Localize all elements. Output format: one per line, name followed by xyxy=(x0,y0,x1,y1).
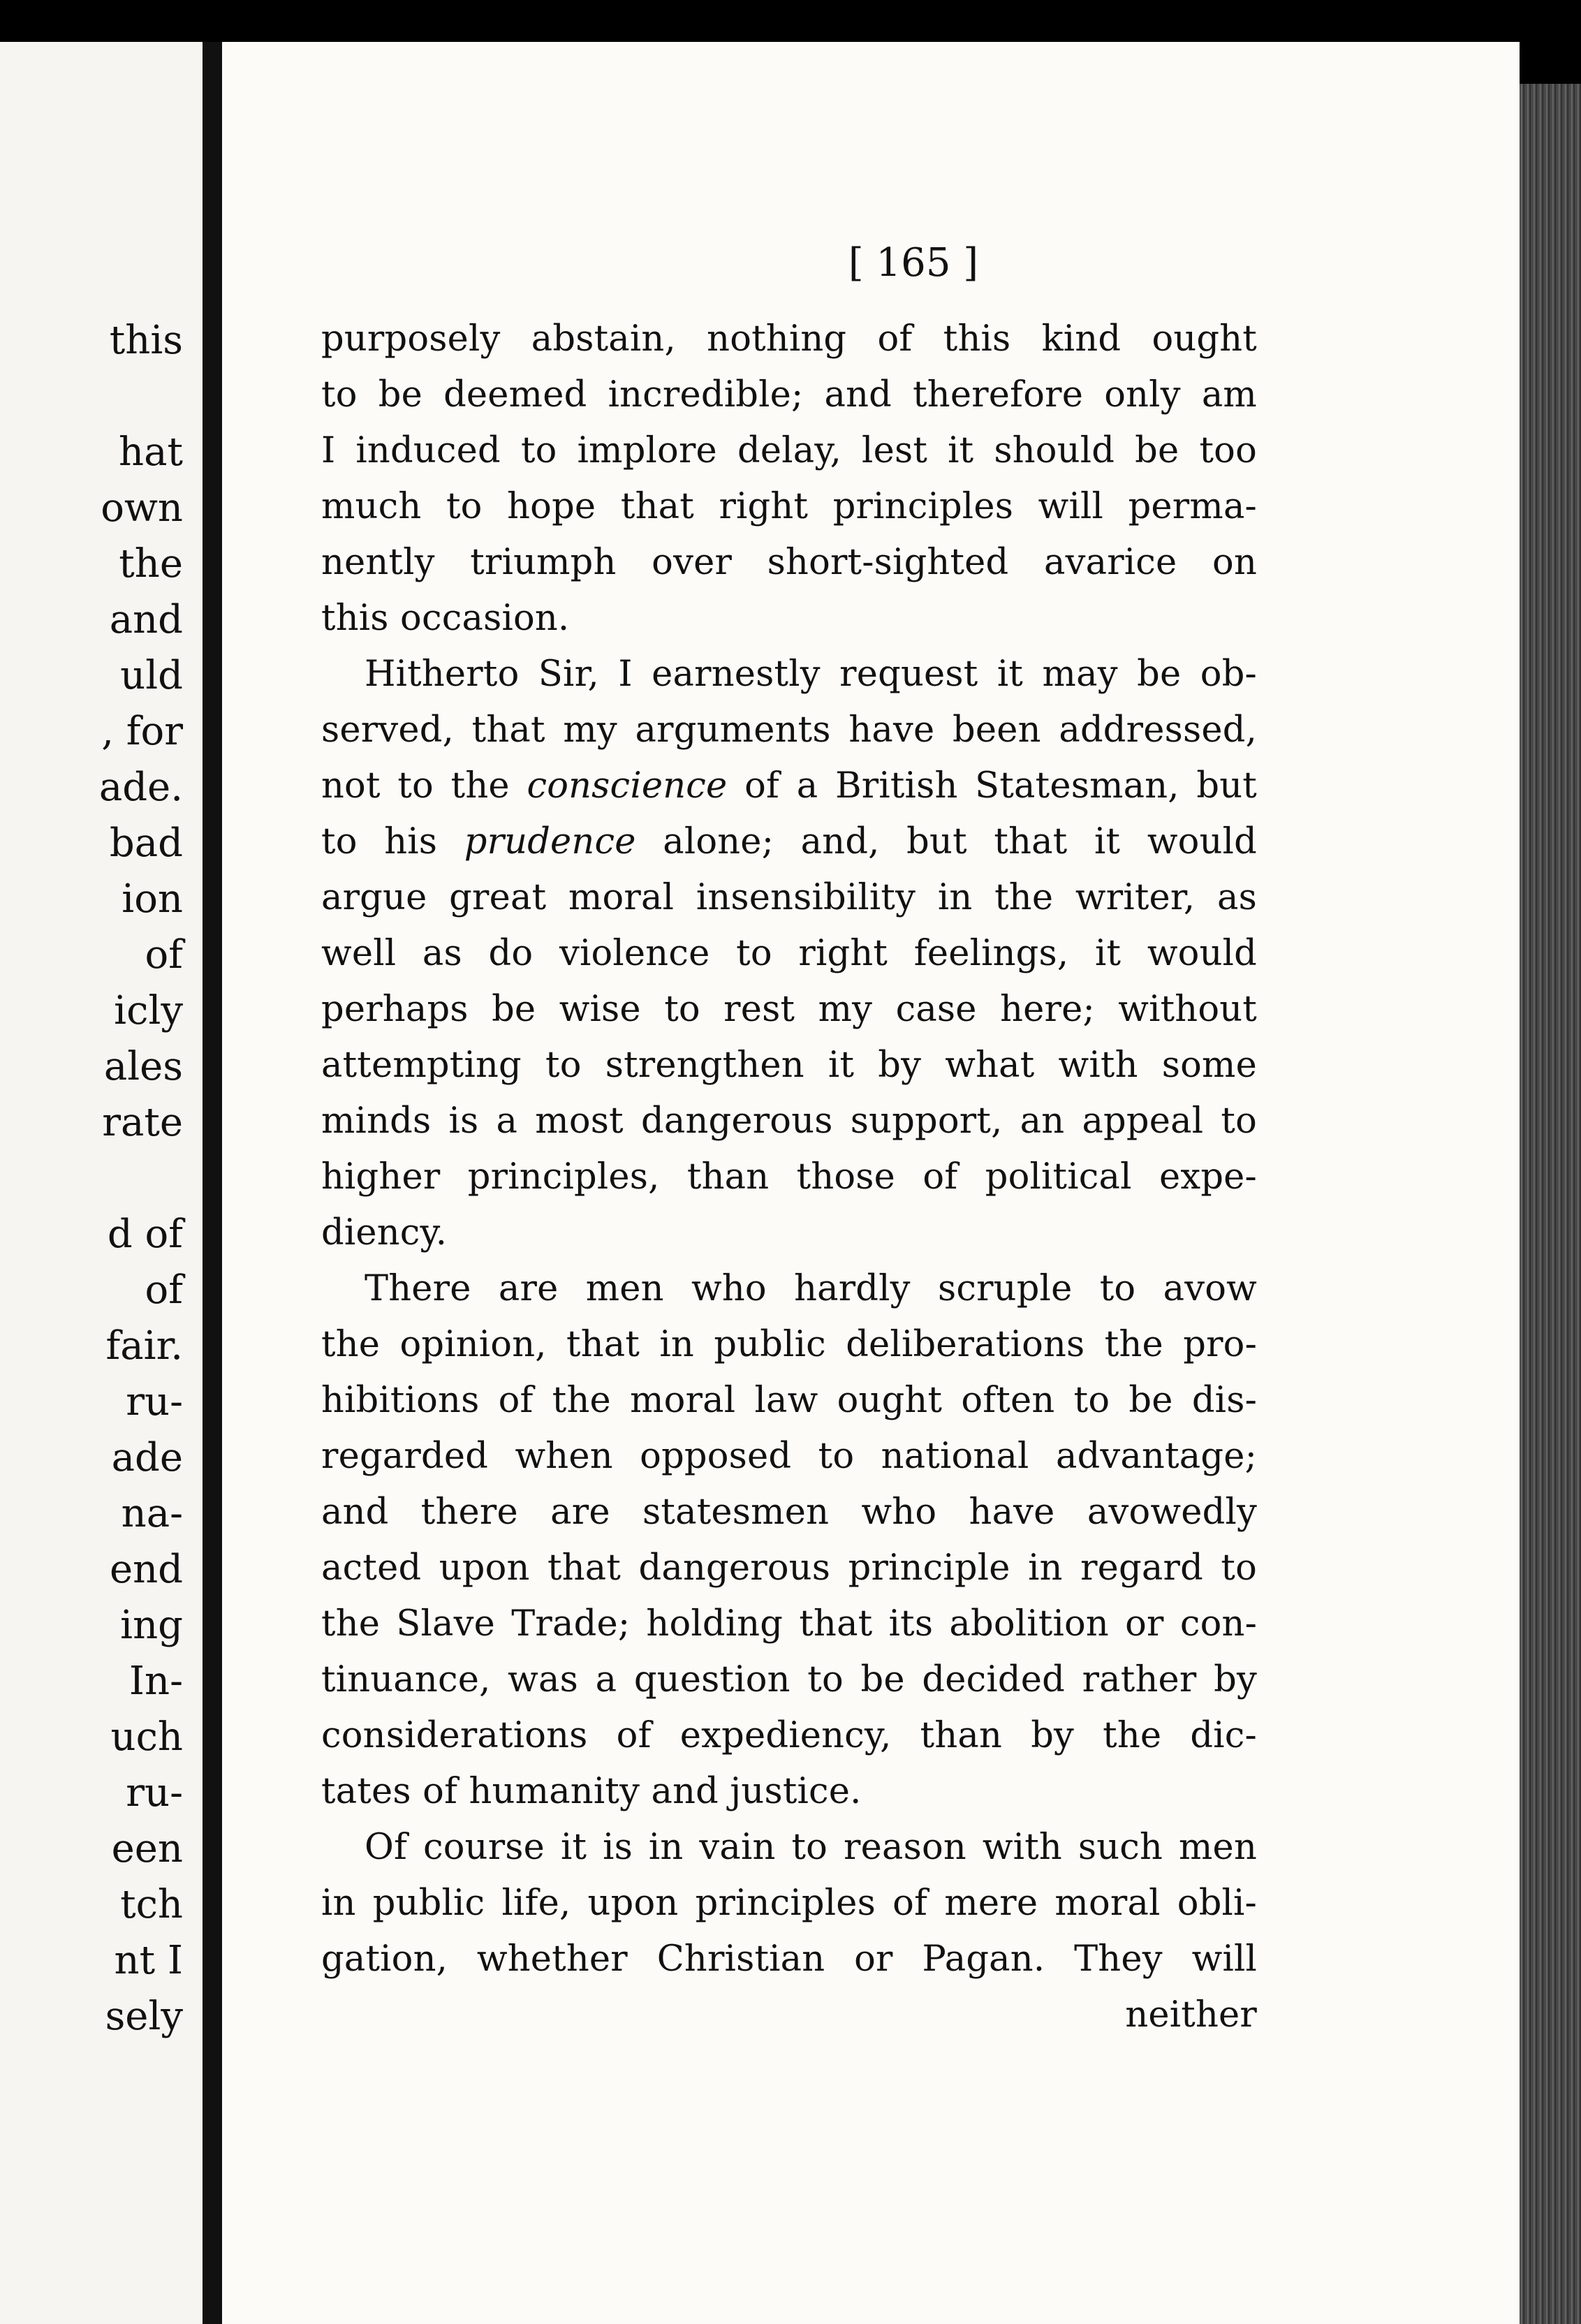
page-number: [ 165 ] xyxy=(848,240,979,286)
fragment-line: hat xyxy=(119,429,183,475)
fragment-line: this xyxy=(109,318,183,363)
facing-page-text-fragments xyxy=(99,313,183,2045)
text-line: nently triumph over short-sighted avarice on xyxy=(321,542,1257,583)
fragment-line: fair. xyxy=(105,1323,183,1369)
text-line: hibitions of the moral law ought often to be dis- xyxy=(321,1380,1257,1421)
text-line: this occasion. xyxy=(321,598,570,639)
text-line: in public life, upon principles of mere moral obli- xyxy=(321,1883,1257,1924)
page-edges xyxy=(1520,84,1581,2324)
fragment-line: , for xyxy=(101,709,183,754)
text-line: gation, whether Christian or Pagan. They will xyxy=(321,1939,1257,1980)
fragment-line: rate xyxy=(102,1100,183,1145)
fragment-line: icly xyxy=(114,988,183,1034)
text-line xyxy=(321,814,1257,870)
fragment-line: sely xyxy=(105,1994,183,2039)
fragment-line: ion xyxy=(122,876,183,922)
text-line: considerations of expediency, than by the dic- xyxy=(321,1715,1257,1756)
text-line: tates of humanity and justice. xyxy=(321,1771,862,1812)
fragment-line: ade xyxy=(111,1435,183,1480)
fragment-line: ade. xyxy=(98,765,183,810)
fragment-line: ing xyxy=(120,1603,183,1648)
fragment-line: uld xyxy=(120,653,183,698)
text-line: perhaps be wise to rest my case here; without xyxy=(321,989,1257,1030)
fragment-line: own xyxy=(101,485,183,531)
text-line: acted upon that dangerous principle in regard to xyxy=(321,1547,1257,1589)
text-run: to his xyxy=(321,821,464,862)
fragment-line: In- xyxy=(128,1659,183,1704)
text-line: and there are statesmen who have avowedly xyxy=(321,1492,1257,1533)
book-page xyxy=(222,42,1520,2324)
italic-word: prudence xyxy=(464,821,636,862)
text-line: Hitherto Sir, I earnestly request it may be ob- xyxy=(365,654,1257,695)
fragment-line: na- xyxy=(121,1491,183,1536)
italic-word: conscience xyxy=(527,765,728,807)
fragment-line: of xyxy=(145,932,183,978)
fragment-line: ru- xyxy=(126,1379,183,1425)
text-line xyxy=(321,758,1257,814)
text-line: higher principles, than those of political expe- xyxy=(321,1156,1257,1198)
text-run: not to the xyxy=(321,765,527,807)
fragment-line: and xyxy=(109,597,183,642)
text-line: to be deemed incredible; and therefore only am xyxy=(321,374,1257,415)
fragment-line: nt I xyxy=(114,1938,183,1983)
body-text xyxy=(321,311,1257,2043)
fragment-line: of xyxy=(145,1267,183,1313)
text-line: Of course it is in vain to reason with such men xyxy=(365,1827,1257,1868)
fragment-line xyxy=(99,369,183,425)
catchword: neither xyxy=(1125,1994,1257,2036)
text-line: tinuance, was a question to be decided rather by xyxy=(321,1659,1257,1700)
text-line: minds is a most dangerous support, an appeal to xyxy=(321,1101,1257,1142)
fragment-line: the xyxy=(119,541,183,587)
facing-page-left xyxy=(0,42,203,2324)
text-line: attempting to strengthen it by what with some xyxy=(321,1045,1257,1086)
text-line: diency. xyxy=(321,1212,448,1253)
text-line: I induced to implore delay, lest it should be too xyxy=(321,430,1257,471)
text-line: much to hope that right principles will perma- xyxy=(321,486,1257,527)
fragment-line: bad xyxy=(109,821,183,866)
text-line: the opinion, that in public deliberations the pro- xyxy=(321,1324,1257,1365)
fragment-line: ales xyxy=(103,1044,183,1089)
text-line: regarded when opposed to national advantage; xyxy=(321,1436,1257,1477)
text-line: argue great moral insensibility in the writer, as xyxy=(321,877,1257,918)
text-line: purposely abstain, nothing of this kind ought xyxy=(321,318,1257,360)
fragment-line: een xyxy=(111,1826,183,1871)
fragment-line: tch xyxy=(120,1882,183,1927)
text-line: There are men who hardly scruple to avow xyxy=(365,1268,1257,1309)
text-run: alone; and, but that it would xyxy=(635,821,1257,862)
text-line: the Slave Trade; holding that its abolition or con- xyxy=(321,1603,1257,1645)
fragment-line: end xyxy=(109,1547,183,1592)
book-gutter xyxy=(203,42,222,2324)
fragment-line xyxy=(99,1151,183,1207)
fragment-line: uch xyxy=(110,1714,183,1760)
fragment-line: ru- xyxy=(126,1770,183,1816)
text-line: well as do violence to right feelings, it would xyxy=(321,933,1257,974)
text-line: served, that my arguments have been addressed, xyxy=(321,709,1257,751)
text-run: of a British Statesman, but xyxy=(727,765,1257,807)
fragment-line: d of xyxy=(107,1212,183,1257)
